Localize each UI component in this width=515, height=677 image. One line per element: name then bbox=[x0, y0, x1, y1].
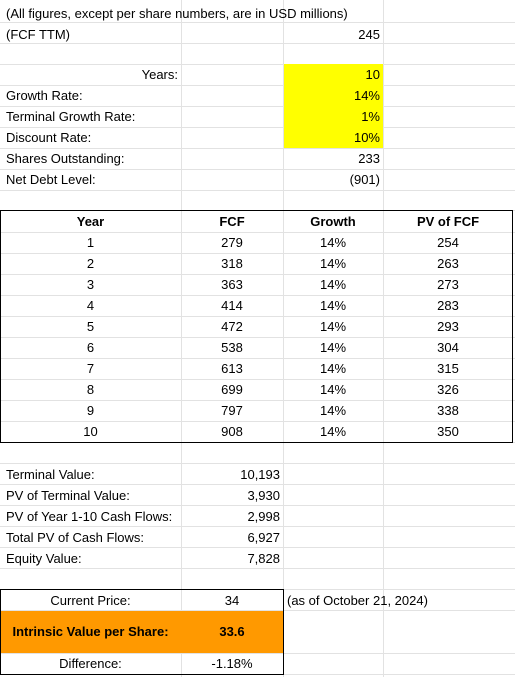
fcf-cell[interactable]: 699 bbox=[221, 382, 243, 397]
total-pv-value[interactable]: 6,927 bbox=[247, 530, 280, 545]
pv-terminal-label[interactable]: PV of Terminal Value: bbox=[6, 488, 130, 503]
pv-fcf-cell[interactable]: 283 bbox=[437, 298, 459, 313]
growth-cell[interactable]: 14% bbox=[319, 403, 347, 418]
pv-fcf-cell[interactable]: 304 bbox=[437, 340, 459, 355]
col-header-growth[interactable]: Growth bbox=[310, 214, 356, 229]
net-debt-label[interactable]: Net Debt Level: bbox=[6, 172, 96, 187]
growth-rate-value[interactable]: 14% bbox=[353, 88, 380, 103]
fcf-ttm-value[interactable]: 245 bbox=[358, 27, 380, 42]
col-header-year[interactable]: Year bbox=[76, 214, 105, 229]
shares-outstanding-label[interactable]: Shares Outstanding: bbox=[6, 151, 125, 166]
year-cell[interactable]: 5 bbox=[86, 319, 95, 334]
growth-cell[interactable]: 14% bbox=[319, 424, 347, 439]
intrinsic-value[interactable]: 33.6 bbox=[219, 624, 245, 639]
growth-cell[interactable]: 14% bbox=[319, 256, 347, 271]
fcf-cell[interactable]: 363 bbox=[221, 277, 243, 292]
pv-fcf-cell[interactable]: 326 bbox=[437, 382, 459, 397]
fcf-cell[interactable]: 538 bbox=[221, 340, 243, 355]
year-cell[interactable]: 4 bbox=[86, 298, 95, 313]
pv-fcf-cell[interactable]: 338 bbox=[437, 403, 459, 418]
year-cell[interactable]: 9 bbox=[86, 403, 95, 418]
pv-cashflows-label[interactable]: PV of Year 1-10 Cash Flows: bbox=[6, 509, 173, 524]
year-cell[interactable]: 3 bbox=[86, 277, 95, 292]
net-debt-value[interactable]: (901) bbox=[349, 172, 380, 187]
growth-cell[interactable]: 14% bbox=[319, 382, 347, 397]
growth-cell[interactable]: 14% bbox=[319, 361, 347, 376]
row-divider bbox=[0, 190, 515, 191]
discount-rate-value[interactable]: 10% bbox=[353, 130, 380, 145]
equity-value[interactable]: 7,828 bbox=[247, 551, 280, 566]
terminal-value-label[interactable]: Terminal Value: bbox=[6, 467, 95, 482]
fcf-ttm-label[interactable]: (FCF TTM) bbox=[6, 27, 71, 42]
col-header-pv-fcf[interactable]: PV of FCF bbox=[416, 214, 480, 229]
shares-outstanding-value[interactable]: 233 bbox=[358, 151, 380, 166]
growth-cell[interactable]: 14% bbox=[319, 340, 347, 355]
terminal-value[interactable]: 10,193 bbox=[240, 467, 280, 482]
fcf-cell[interactable]: 613 bbox=[221, 361, 243, 376]
price-date-note[interactable]: (as of October 21, 2024) bbox=[287, 593, 428, 608]
pv-fcf-cell[interactable]: 293 bbox=[437, 319, 459, 334]
intrinsic-value-label[interactable]: Intrinsic Value per Share: bbox=[12, 624, 169, 639]
difference-value[interactable]: -1.18% bbox=[211, 656, 253, 671]
pv-cashflows-value[interactable]: 2,998 bbox=[247, 509, 280, 524]
fcf-cell[interactable]: 472 bbox=[221, 319, 243, 334]
year-cell[interactable]: 1 bbox=[86, 235, 95, 250]
growth-rate-label[interactable]: Growth Rate: bbox=[6, 88, 83, 103]
current-price-label[interactable]: Current Price: bbox=[50, 593, 131, 608]
units-note[interactable]: (All figures, except per share numbers, are in USD millions) bbox=[6, 6, 348, 21]
total-pv-label[interactable]: Total PV of Cash Flows: bbox=[6, 530, 144, 545]
fcf-cell[interactable]: 414 bbox=[221, 298, 243, 313]
pv-fcf-cell[interactable]: 350 bbox=[437, 424, 459, 439]
current-price-value[interactable]: 34 bbox=[224, 593, 240, 608]
growth-cell[interactable]: 14% bbox=[319, 319, 347, 334]
pv-fcf-cell[interactable]: 273 bbox=[437, 277, 459, 292]
year-cell[interactable]: 6 bbox=[86, 340, 95, 355]
years-value[interactable]: 10 bbox=[365, 67, 380, 82]
difference-label[interactable]: Difference: bbox=[59, 656, 122, 671]
pv-fcf-cell[interactable]: 254 bbox=[437, 235, 459, 250]
fcf-cell[interactable]: 318 bbox=[221, 256, 243, 271]
growth-cell[interactable]: 14% bbox=[319, 277, 347, 292]
growth-cell[interactable]: 14% bbox=[319, 298, 347, 313]
terminal-growth-value[interactable]: 1% bbox=[361, 109, 380, 124]
years-label[interactable]: Years: bbox=[141, 67, 178, 82]
pv-terminal-value[interactable]: 3,930 bbox=[247, 488, 280, 503]
year-cell[interactable]: 2 bbox=[86, 256, 95, 271]
year-cell[interactable]: 10 bbox=[83, 424, 98, 439]
fcf-cell[interactable]: 279 bbox=[221, 235, 243, 250]
pv-fcf-cell[interactable]: 263 bbox=[437, 256, 459, 271]
year-cell[interactable]: 7 bbox=[86, 361, 95, 376]
pv-fcf-cell[interactable]: 315 bbox=[437, 361, 459, 376]
terminal-growth-label[interactable]: Terminal Growth Rate: bbox=[6, 109, 136, 124]
fcf-cell[interactable]: 908 bbox=[221, 424, 243, 439]
col-header-fcf[interactable]: FCF bbox=[219, 214, 245, 229]
discount-rate-label[interactable]: Discount Rate: bbox=[6, 130, 92, 145]
fcf-cell[interactable]: 797 bbox=[221, 403, 243, 418]
equity-value-label[interactable]: Equity Value: bbox=[6, 551, 82, 566]
growth-cell[interactable]: 14% bbox=[319, 235, 347, 250]
year-cell[interactable]: 8 bbox=[86, 382, 95, 397]
